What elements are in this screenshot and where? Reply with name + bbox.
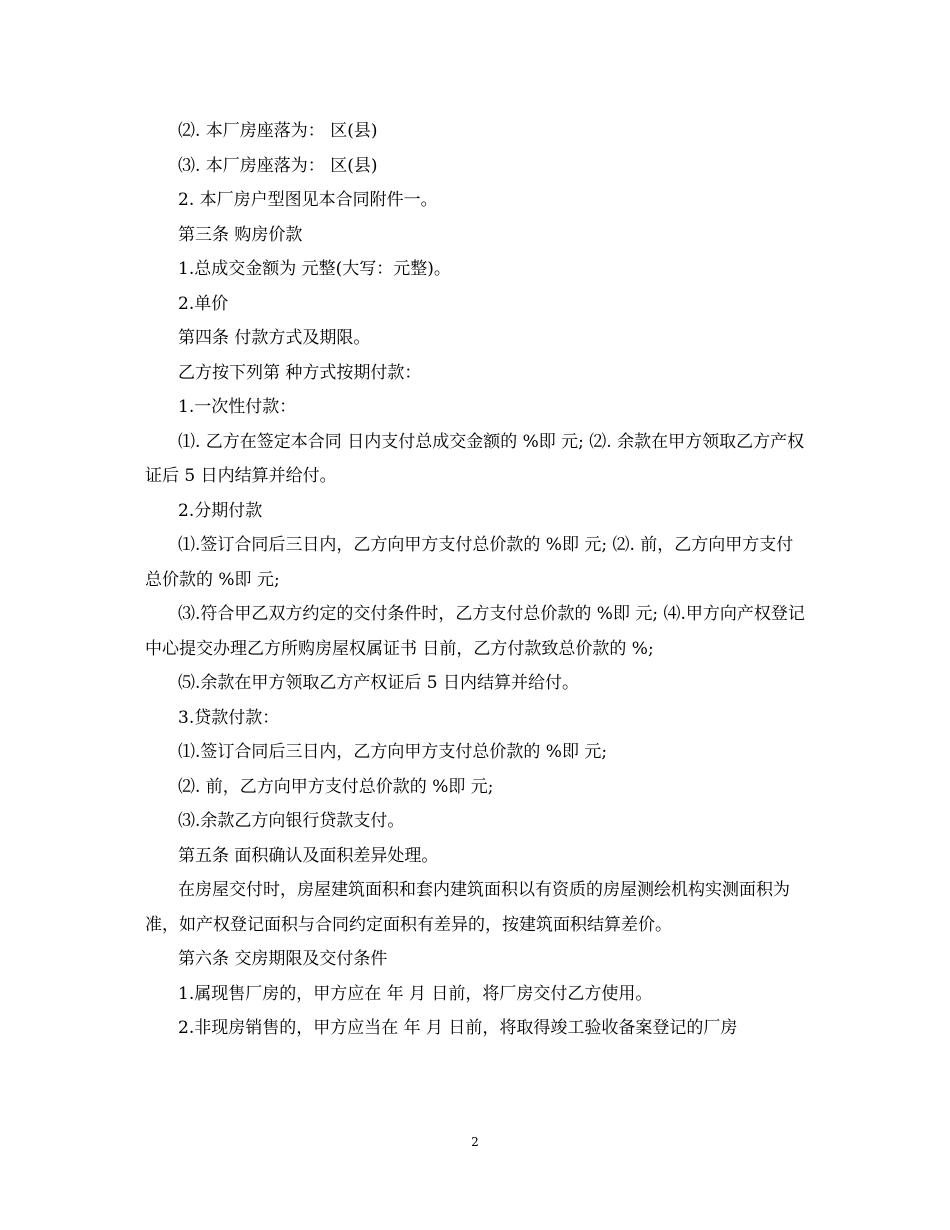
paragraph-area-confirmation: 在房屋交付时，房屋建筑面积和套内建筑面积以有资质的房屋测绘机构实测面积为准，如产权登记面积与合同约定面积有差异的，按建筑面积结算差价。 — [145, 880, 790, 935]
paragraph-loan-heading: 3.贷款付款： — [178, 707, 280, 728]
paragraph-loan-terms-2: ⑵. 前，乙方向甲方支付总价款的 %即 元; — [178, 776, 494, 797]
paragraph-installment-terms-2: ⑶.符合甲乙双方约定的交付条件时，乙方支付总价款的 %即 元; ⑷.甲方向产权登记中心提交办理乙方所购房屋权属证书 日前，乙方付款致总价款的 %; — [145, 604, 805, 659]
article-4-heading: 第四条 付款方式及期限。 — [178, 328, 371, 348]
article-6-heading: 第六条 交房期限及交付条件 — [178, 949, 388, 969]
paragraph-loan-terms-3: ⑶.余款乙方向银行贷款支付。 — [178, 811, 405, 831]
paragraph-unit-price: 2.单价 — [178, 293, 229, 314]
page-number: 2 — [471, 1135, 479, 1149]
paragraph-loan-terms-1: ⑴.签订合同后三日内，乙方向甲方支付总价款的 %即 元; — [178, 742, 608, 762]
paragraph-installment-heading: 2.分期付款 — [178, 500, 263, 521]
paragraph-installment-terms-3: ⑸.余款在甲方领取乙方产权证后 5 日内结算并给付。 — [178, 673, 580, 693]
paragraph-location-2: ⑵. 本厂房座落为： 区(县) — [178, 121, 378, 141]
paragraph-location-3: ⑶. 本厂房座落为： 区(县) — [178, 155, 378, 176]
paragraph-lump-sum-heading: 1.一次性付款： — [178, 397, 297, 417]
paragraph-delivery-presale: 2.非现房销售的，甲方应当在 年 月 日前，将取得竣工验收备案登记的厂房 — [178, 1018, 738, 1038]
paragraph-delivery-existing: 1.属现售厂房的，甲方应在 年 月 日前，将厂房交付乙方使用。 — [178, 983, 653, 1004]
article-5-heading: 第五条 面积确认及面积差异处理。 — [178, 845, 439, 866]
paragraph-installment-terms-1: ⑴.签订合同后三日内，乙方向甲方支付总价款的 %即 元; ⑵. 前，乙方向甲方支付总价款的 %即 元; — [145, 535, 794, 590]
article-3-heading: 第三条 购房价款 — [178, 224, 303, 245]
document-body — [145, 114, 805, 1046]
paragraph-lump-sum-terms: ⑴. 乙方在签定本合同 日内支付总成交金额的 %即 元; ⑵. 余款在甲方领取乙方产权证后 5 日内结算并给付。 — [145, 431, 805, 486]
paragraph-floor-plan: 2. 本厂房户型图见本合同附件一。 — [178, 190, 438, 210]
paragraph-total-price: 1.总成交金额为 元整(大写：元整)。 — [178, 259, 451, 279]
paragraph-payment-method: 乙方按下列第 种方式按期付款： — [178, 362, 422, 383]
